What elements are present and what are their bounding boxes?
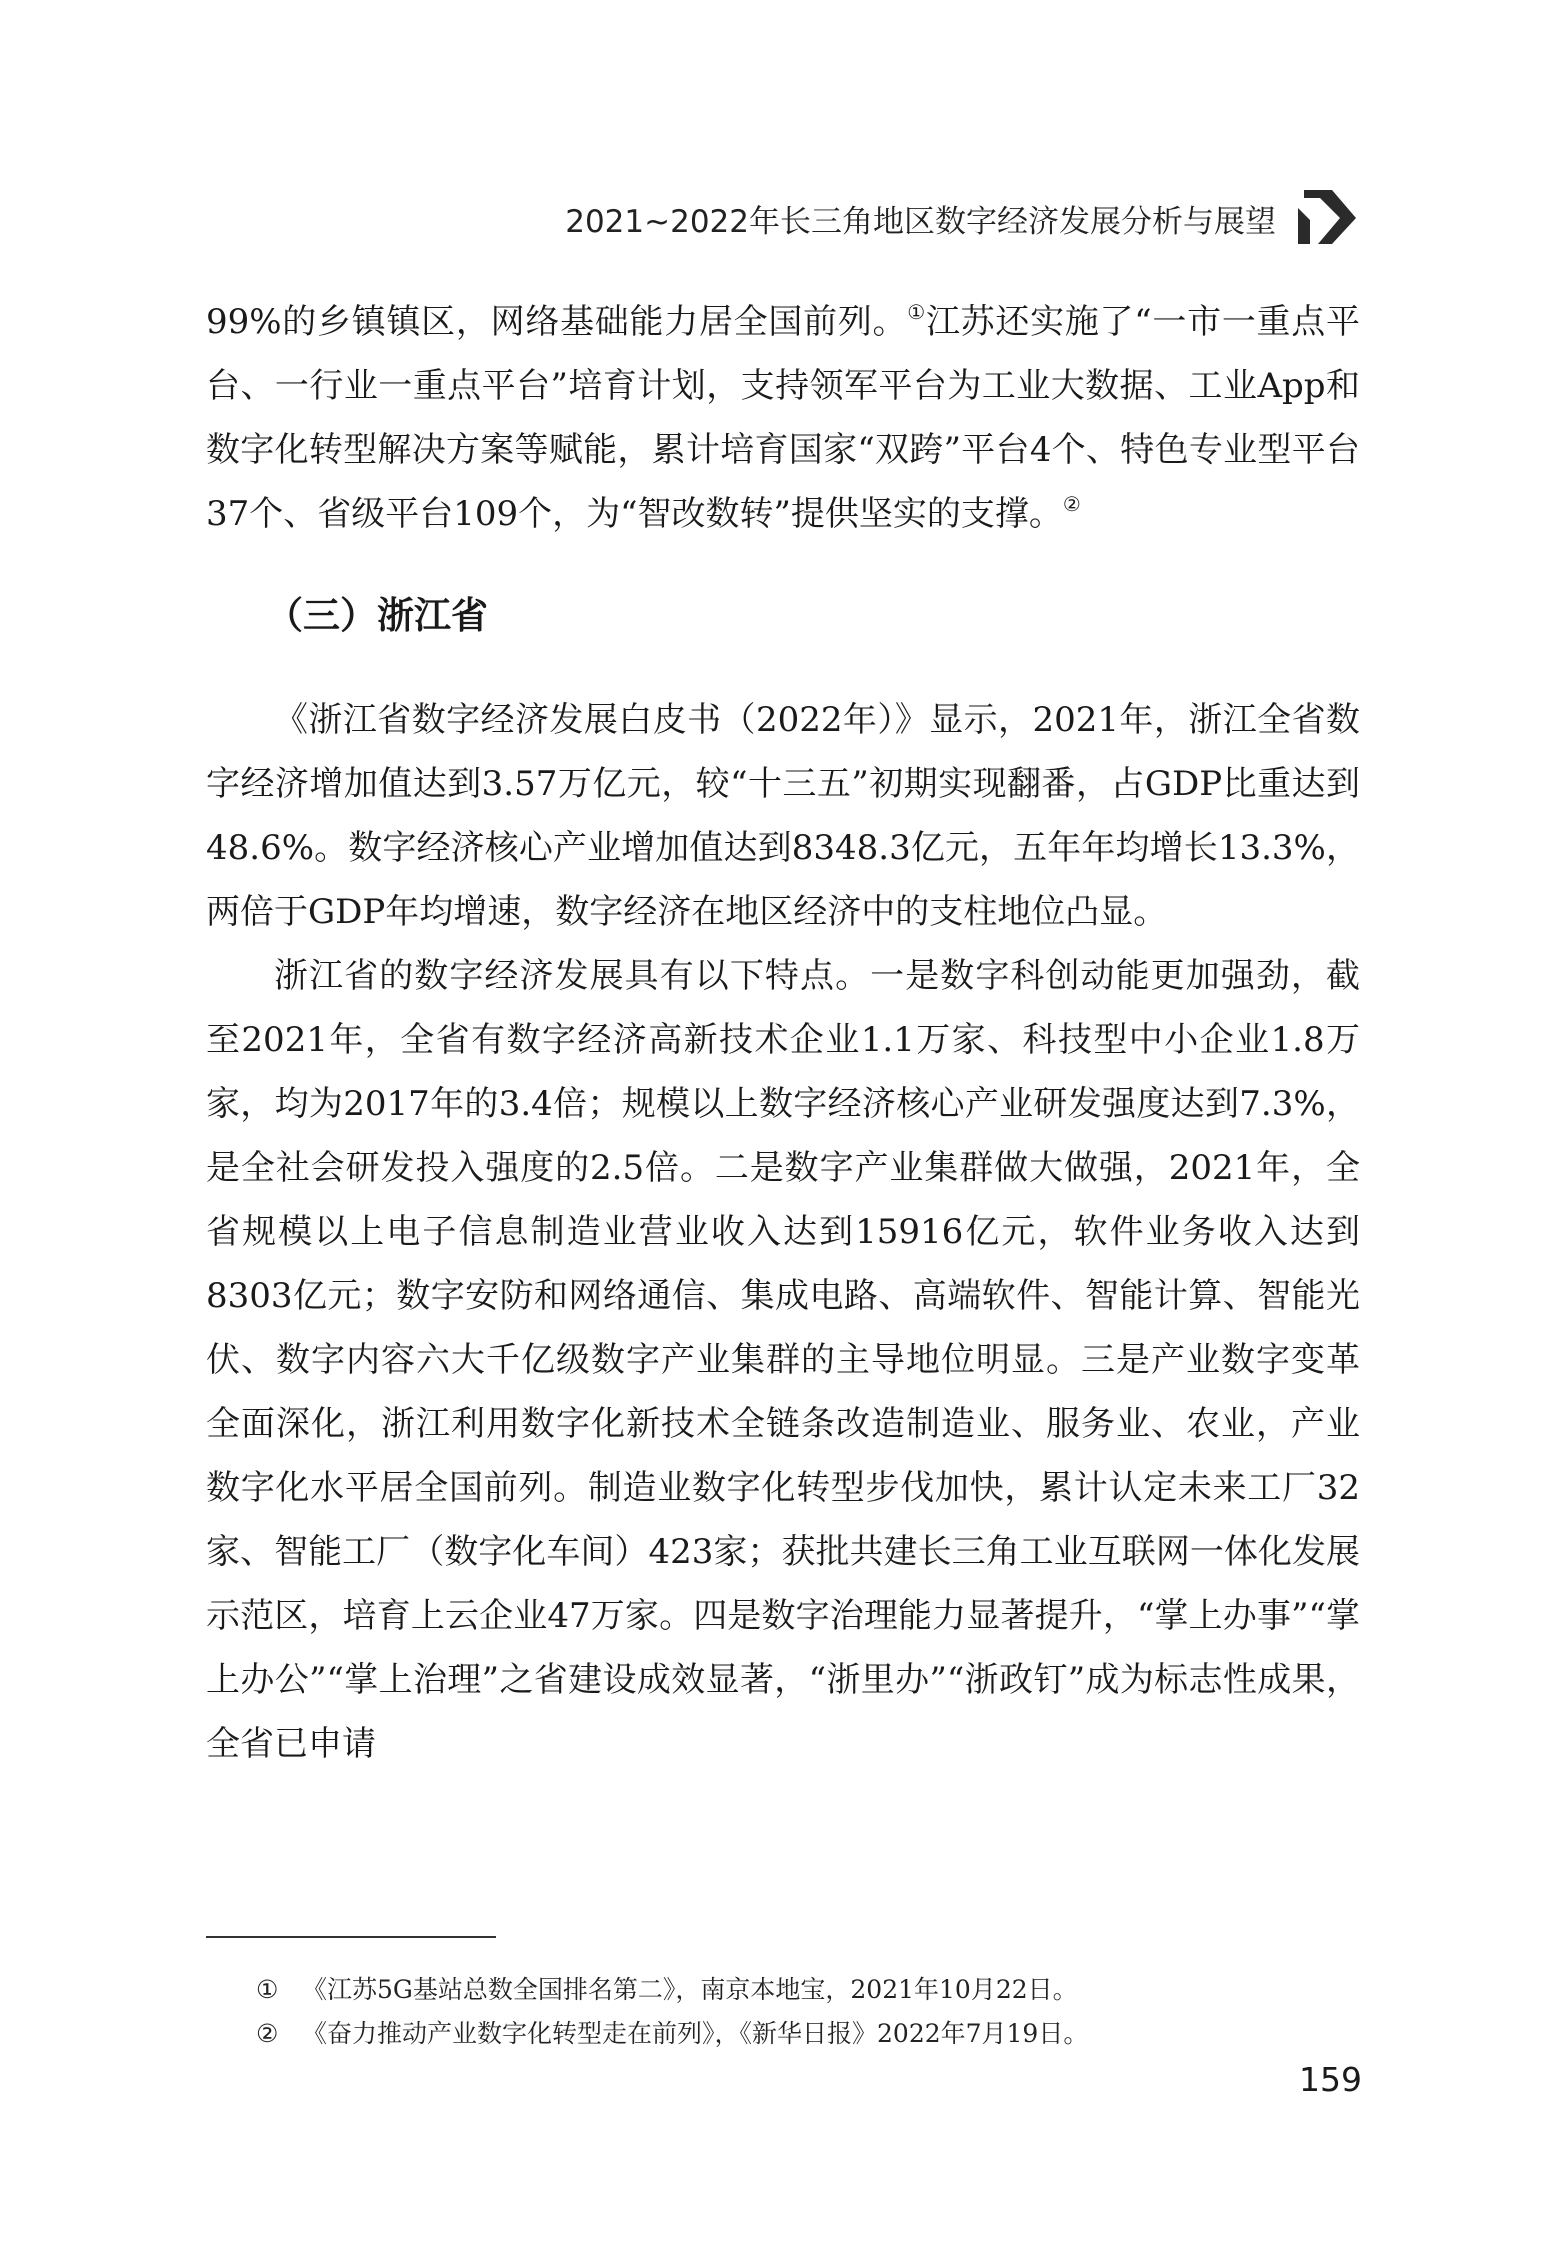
paragraph-1: [206, 290, 1360, 546]
running-header: 2021~2022年长三角地区数字经济发展分析与展望: [565, 204, 1276, 240]
footnote-ref-2[interactable]: ②: [1062, 492, 1081, 516]
book-corner-arrow-icon: [1296, 188, 1358, 246]
paragraph-2: 《浙江省数字经济发展白皮书（2022年）》显示，2021年，浙江全省数字经济增加值达到3.57万亿元，较“十三五”初期实现翻番，占GDP比重达到48.6%。数字经济核心产业增加值达到8348.3亿元，五年年均增长13.3%，两倍于GDP年均增速，数字经济在地区经济中的支柱地位凸显。: [206, 700, 1360, 932]
footnote-1: [256, 1968, 1356, 2012]
footnote-2-text: 《奋力推动产业数字化转型走在前列》，《新华日报》2022年7月19日。: [302, 2019, 1089, 2048]
footnote-1-mark: ①: [256, 1975, 279, 2004]
paragraph-1-text-a: 99%的乡镇镇区，网络基础能力居全国前列。: [206, 302, 908, 342]
paragraph-1-text-b: 江苏还实施了“一市一重点平台、一行业一重点平台”培育计划，支持领军平台为工业大数据、工业App和数字化转型解决方案等赋能，累计培育国家“双跨”平台4个、特色专业型平台37个、省级平台109个，为“智改数转”提供坚实的支撑。: [206, 302, 1360, 534]
footnote-ref-1[interactable]: ①: [907, 300, 926, 324]
page-number: 159: [1299, 2060, 1362, 2099]
paragraph-3: 浙江省的数字经济发展具有以下特点。一是数字科创动能更加强劲，截至2021年，全省有数字经济高新技术企业1.1万家、科技型中小企业1.8万家，均为2017年的3.4倍；规模以上数字经济核心产业研发强度达到7.3%，是全社会研发投入强度的2.5倍。二是数字产业集群做大做强，2021年，全省规模以上电子信息制造业营业收入达到15916亿元，软件业务收入达到8303亿元；数字安防和网络通信、集成电路、高端软件、智能计算、智能光伏、数字内容六大千亿级数字产业集群的主导地位明显。三是产业数字变革全面深化，浙江利用数字化新技术全链条改造制造业、服务业、农业，产业数字化水平居全国前列。制造业数字化转型步伐加快，累计认定未来工厂32家、智能工厂（数字化车间）423家；获批共建长三角工业互联网一体化发展示范区，培育上云企业47万家。四是数字治理能力显著提升，“掌上办事”“掌上办公”“掌上治理”之省建设成效显著，“浙里办”“浙政钉”成为标志性成果，全省已申请: [206, 956, 1360, 1764]
footnote-divider: [206, 1936, 496, 1938]
footnote-1-text: 《江苏5G基站总数全国排名第二》，南京本地宝，2021年10月22日。: [302, 1975, 1078, 2004]
section-heading: （三）浙江省: [266, 594, 488, 637]
footnotes: [256, 1968, 1356, 2056]
main-text: [206, 290, 1360, 1776]
footnote-2-mark: ②: [256, 2019, 279, 2048]
footnote-2: [256, 2012, 1356, 2056]
